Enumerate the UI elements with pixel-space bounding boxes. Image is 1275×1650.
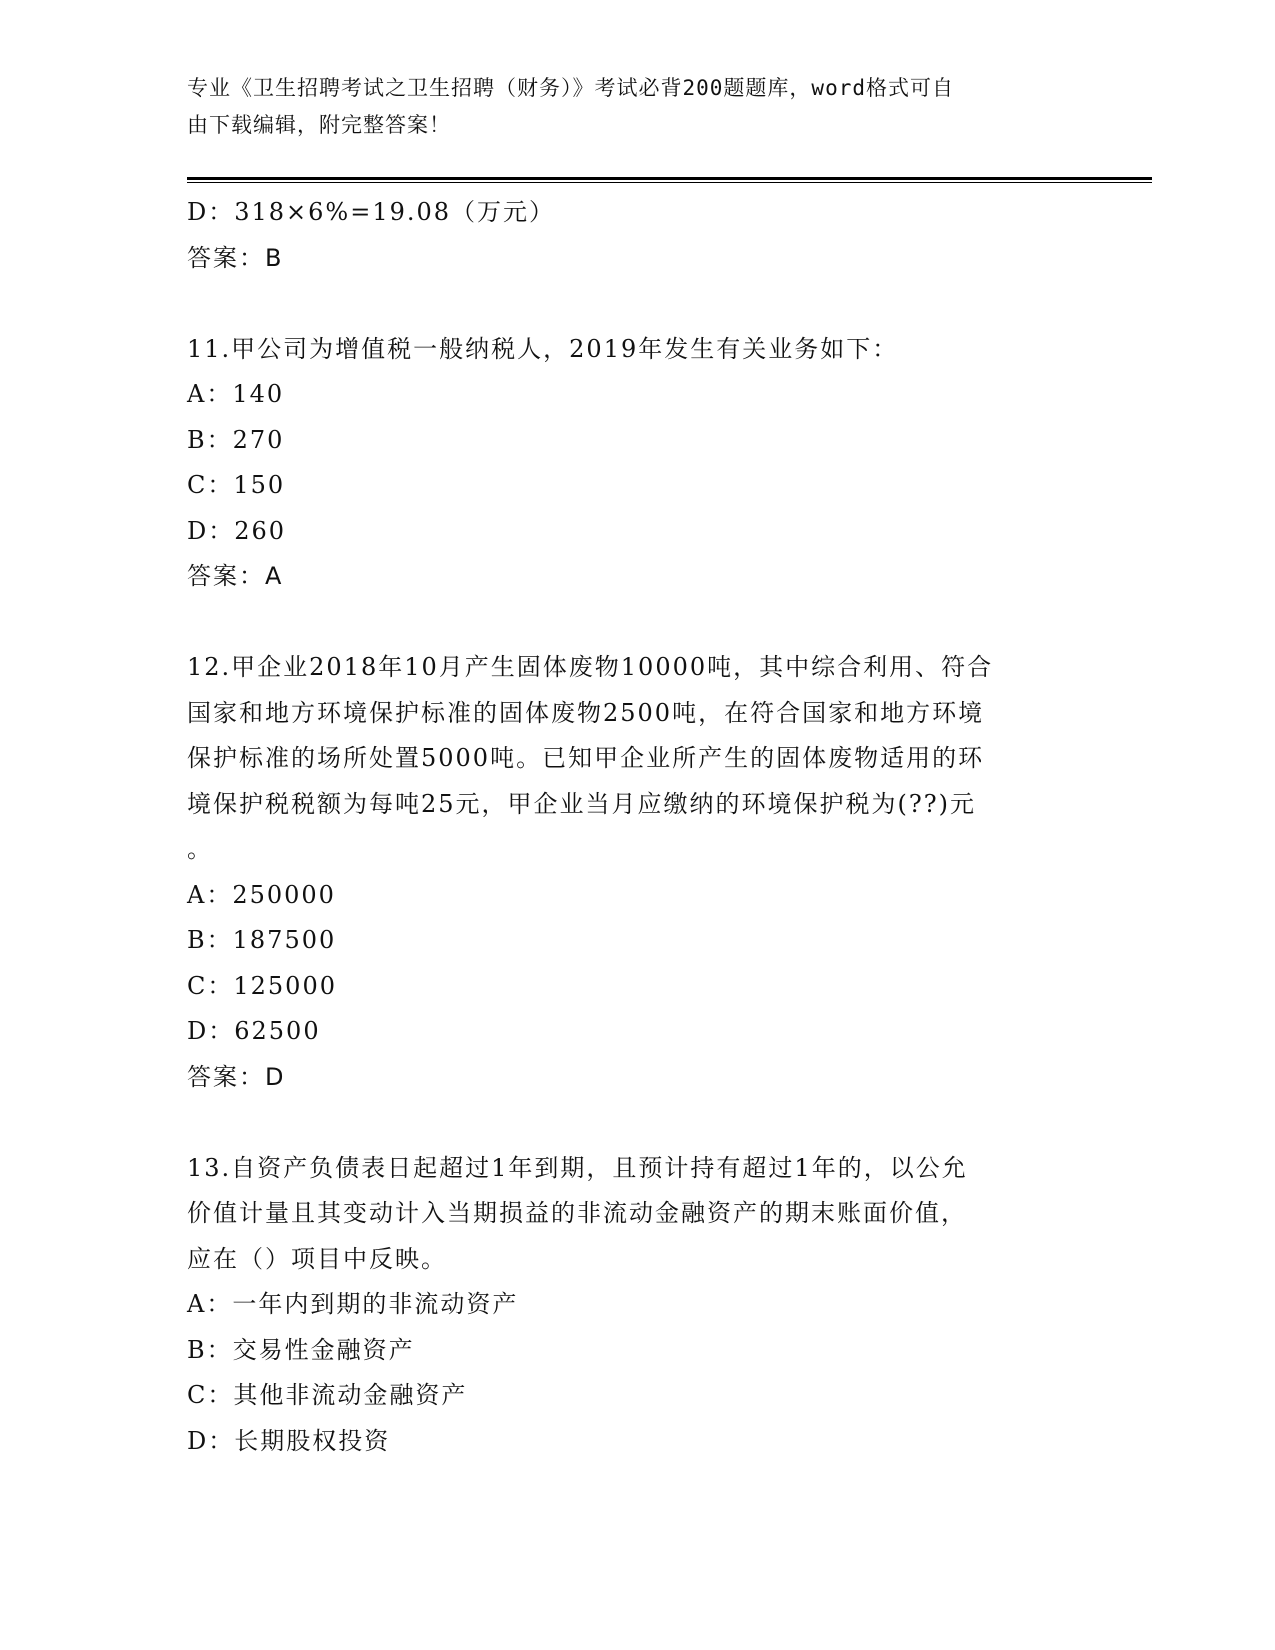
header-line-1: 专业《卫生招聘考试之卫生招聘（财务）》考试必背200题题库，word格式可自 — [187, 76, 954, 100]
spacer — [187, 1100, 1087, 1146]
q12-stem-line-3: 保护标准的场所处置5000吨。已知甲企业所产生的固体废物适用的环 — [187, 744, 985, 772]
q12-option-d: D：62500 — [187, 1017, 321, 1045]
q12-stem-line-5: 。 — [187, 835, 213, 863]
q11-answer: 答案：A — [187, 562, 284, 590]
q11-option-b: B：270 — [187, 425, 285, 454]
q13-option-b: B：交易性金融资产 — [187, 1335, 415, 1364]
q12-option-c: C：125000 — [187, 971, 337, 1000]
prev-answer: 答案：B — [187, 243, 284, 272]
q13-stem-line-2: 价值计量且其变动计入当期损益的非流动金融资产的期末账面价值， — [187, 1199, 967, 1227]
header-rule-thin — [187, 182, 1152, 183]
q11-option-a: A：140 — [187, 380, 285, 408]
document-header — [187, 70, 1067, 144]
spacer — [187, 600, 1087, 646]
q12-stem-line-1: 12.甲企业2018年10月产生固体废物10000吨，其中综合利用、符合 — [187, 653, 994, 681]
q11-option-c: C：150 — [187, 471, 286, 499]
q12-option-a: A：250000 — [187, 880, 336, 909]
q11-stem: 11.甲公司为增值税一般纳税人，2019年发生有关业务如下： — [187, 334, 899, 363]
prev-option-d: D：318×6%=19.08（万元） — [187, 198, 556, 226]
header-rule-thick — [187, 177, 1152, 180]
header-line-2: 由下载编辑，附完整答案！ — [187, 113, 451, 137]
q12-stem-line-4: 境保护税税额为每吨25元，甲企业当月应缴纳的环境保护税为(??)元 — [187, 789, 976, 818]
q12-answer: 答案：D — [187, 1062, 286, 1091]
document-body — [187, 190, 1087, 1464]
q13-stem-line-1: 13.自资产负债表日起超过1年到期，且预计持有超过1年的，以公允 — [187, 1153, 968, 1182]
q12-option-b: B：187500 — [187, 926, 337, 954]
spacer — [187, 281, 1087, 327]
q13-option-c: C：其他非流动金融资产 — [187, 1381, 468, 1409]
q13-stem-line-3: 应在（）项目中反映。 — [187, 1244, 447, 1273]
q13-option-d: D：长期股权投资 — [187, 1426, 391, 1455]
q12-stem-line-2: 国家和地方环境保护标准的固体废物2500吨，在符合国家和地方环境 — [187, 698, 985, 727]
q13-option-a: A：一年内到期的非流动资产 — [187, 1290, 519, 1318]
q11-option-d: D：260 — [187, 516, 287, 545]
